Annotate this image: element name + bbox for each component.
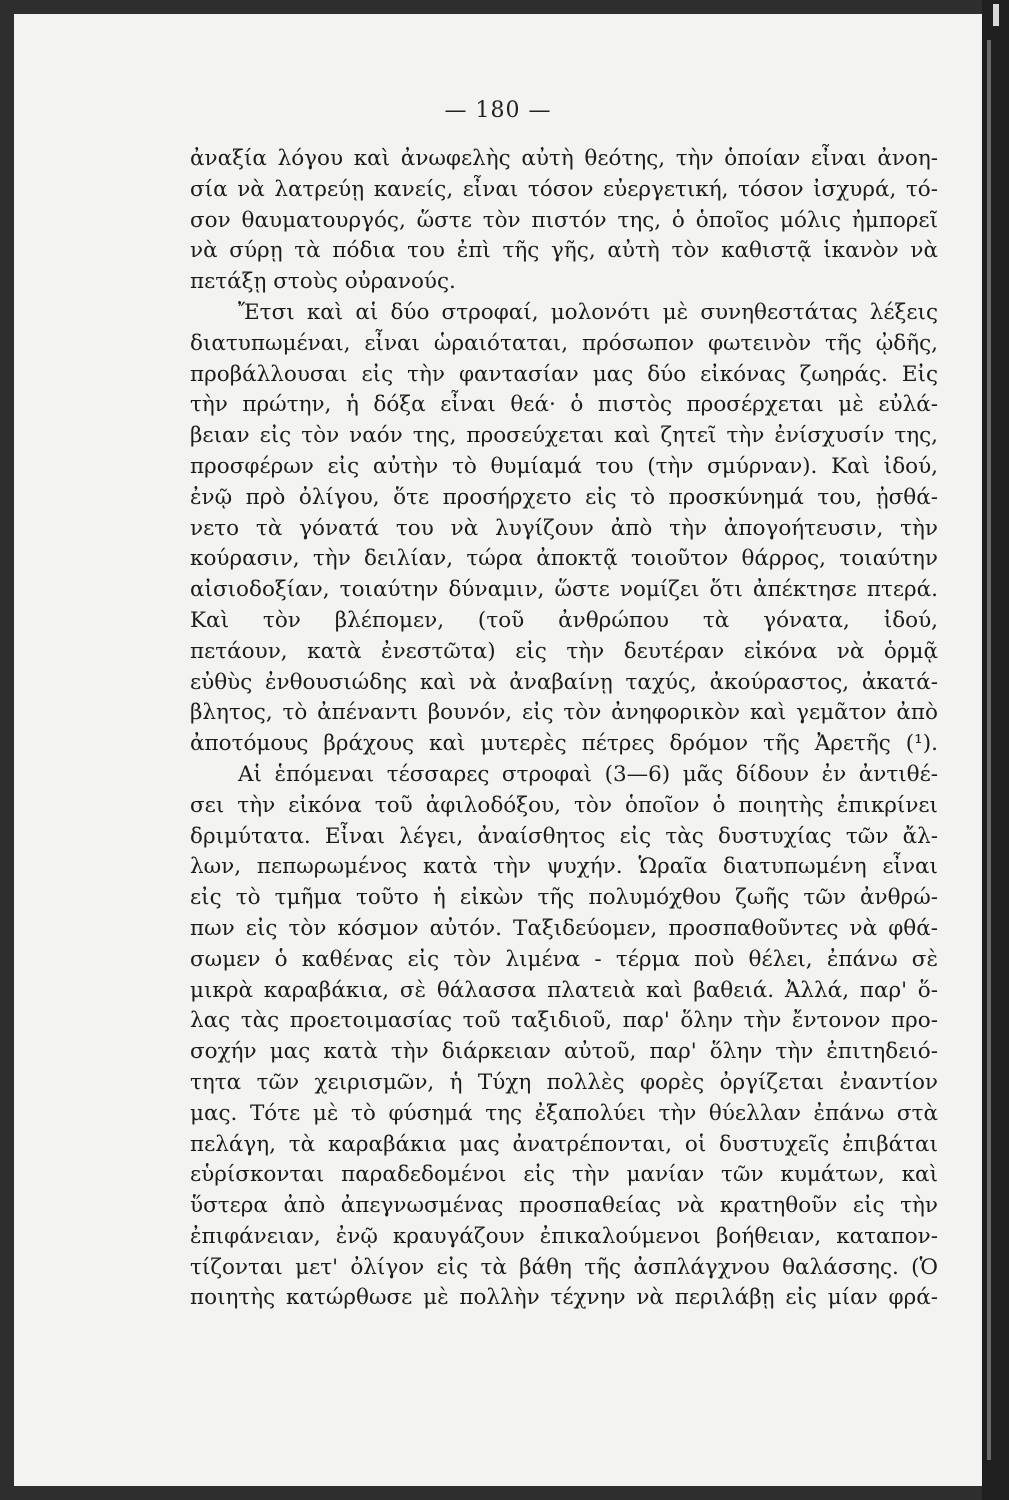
- scan-edge-strip: [987, 40, 991, 1460]
- text-line: πετάουν, κατὰ ἐνεστῶτα) εἰς τὴν δευτέραν εἰκόνα νὰ ὁρμᾷ: [190, 638, 938, 664]
- text-line: ἀναξία λόγου καὶ ἀνωφελὴς αὐτὴ θεότης, τὴν ὁποίαν εἶναι ἀνοη-: [190, 146, 938, 171]
- text-line: πων εἰς τὸν κόσμον αὐτόν. Ταξιδεύομεν, προσπαθοῦντες νὰ φθά-: [190, 915, 938, 941]
- book-page: [14, 14, 982, 1486]
- page-number-header: — 180 —: [444, 98, 552, 123]
- text-line: λων, πεπωρωμένος κατὰ τὴν ψυχήν. Ὡραῖα διατυπωμένη εἶναι: [190, 854, 938, 880]
- text-line: νὰ σύρῃ τὰ πόδια του ἐπὶ τῆς γῆς, αὐτὴ τὸν καθιστᾷ ἱκανὸν νὰ: [190, 238, 938, 264]
- scan-edge: [982, 0, 1009, 1500]
- text-line: ἀποτόμους βράχους καὶ μυτερὲς πέτρες δρόμον τῆς Ἀρετῆς (¹).: [190, 731, 938, 757]
- text-line: σον θαυματουργός, ὥστε τὸν πιστόν της, ὁ ὁποῖος μόλις ἠμπορεῖ: [190, 207, 938, 233]
- text-line: εὑρίσκονται παραδεδομένοι εἰς τὴν μανίαν τῶν κυμάτων, καὶ: [190, 1162, 938, 1188]
- text-line: πελάγη, τὰ καραβάκια μας ἀνατρέπονται, οἱ δυστυχεῖς ἐπιβάται: [190, 1131, 938, 1157]
- text-line: ποιητὴς κατώρθωσε μὲ πολλὴν τέχνην νὰ περιλάβῃ εἰς μίαν φρά-: [190, 1285, 938, 1311]
- text-line: νετο τὰ γόνατά του νὰ λυγίζουν ἀπὸ τὴν ἀπογοήτευσιν, τὴν: [190, 515, 938, 541]
- text-line: τὴν πρώτην, ἡ δόξα εἶναι θεά· ὁ πιστὸς προσέρχεται μὲ εὐλά-: [190, 392, 938, 418]
- text-line: ἐπιφάνειαν, ἐνῷ κραυγάζουν ἐπικαλούμενοι βοήθειαν, καταπον-: [190, 1223, 938, 1249]
- text-line: Ἔτσι καὶ αἱ δύο στροφαί, μολονότι μὲ συνηθεστάτας λέξεις: [238, 299, 938, 325]
- text-line: Καὶ τὸν βλέπομεν, (τοῦ ἀνθρώπου τὰ γόνατα, ἰδού,: [190, 607, 938, 633]
- text-line: τητα τῶν χειρισμῶν, ἡ Τύχη πολλὲς φορὲς ὀργίζεται ἐναντίον: [190, 1069, 938, 1095]
- text-line: τίζονται μετ' ὀλίγον εἰς τὰ βάθη τῆς ἀσπλάγχνου θαλάσσης. (Ὁ: [190, 1254, 938, 1280]
- text-line: εἰς τὸ τμῆμα τοῦτο ἡ εἰκὼν τῆς πολυμόχθου ζωῆς τῶν ἀνθρώ-: [190, 885, 938, 911]
- text-line: σοχήν μας κατὰ τὴν διάρκειαν αὐτοῦ, παρ' ὅλην τὴν ἐπιτηδειό-: [190, 1039, 938, 1065]
- text-line: Αἱ ἑπόμεναι τέσσαρες στροφαὶ (3—6) μᾶς δίδουν ἐν ἀντιθέ-: [238, 761, 938, 787]
- text-line: σει τὴν εἰκόνα τοῦ ἀφιλοδόξου, τὸν ὁποῖον ὁ ποιητὴς ἐπικρίνει: [190, 792, 938, 818]
- body-text: [190, 144, 938, 1314]
- text-line: αἰσιοδοξίαν, τοιαύτην δύναμιν, ὥστε νομίζει ὅτι ἀπέκτησε πτερά.: [190, 577, 938, 603]
- text-line: ἐνῷ πρὸ ὀλίγου, ὅτε προσήρχετο εἰς τὸ προσκύνημά του, ᾐσθά-: [190, 484, 938, 510]
- text-line: εὐθὺς ἐνθουσιώδης καὶ νὰ ἀναβαίνῃ ταχύς, ἀκούραστος, ἀκατά-: [190, 669, 938, 695]
- text-line: βλητος, τὸ ἀπέναντι βουνόν, εἰς τὸν ἀνηφορικὸν καὶ γεμᾶτον ἀπὸ: [190, 700, 938, 726]
- text-line: μας. Τότε μὲ τὸ φύσημά της ἐξαπολύει τὴν θύελλαν ἐπάνω στὰ: [190, 1100, 938, 1126]
- text-line: σία νὰ λατρεύῃ κανείς, εἶναι τόσον εὐεργετική, τόσον ἰσχυρά, τό-: [190, 176, 938, 202]
- text-line: βειαν εἰς τὸν ναόν της, προσεύχεται καὶ ζητεῖ τὴν ἐνίσχυσίν της,: [190, 423, 938, 449]
- scan-edge-mark: [993, 4, 999, 26]
- text-line: δριμύτατα. Εἶναι λέγει, ἀναίσθητος εἰς τὰς δυστυχίας τῶν ἄλ-: [190, 823, 938, 849]
- text-line: διατυπωμέναι, εἶναι ὡραιόταται, πρόσωπον φωτεινὸν τῆς ᾠδῆς,: [190, 330, 938, 356]
- text-line: προβάλλουσαι εἰς τὴν φαντασίαν μας δύο εἰκόνας ζωηράς. Εἰς: [190, 361, 938, 387]
- text-line: σωμεν ὁ καθένας εἰς τὸν λιμένα - τέρμα ποὺ θέλει, ἐπάνω σὲ: [190, 946, 938, 972]
- text-line: κούρασιν, τὴν δειλίαν, τώρα ἀποκτᾷ τοιοῦτον θάρρος, τοιαύτην: [190, 546, 938, 572]
- text-line: λας τὰς προετοιμασίας τοῦ ταξιδιοῦ, παρ' ὅλην τὴν ἔντονον προ-: [190, 1008, 938, 1034]
- text-line: προσφέρων εἰς αὐτὴν τὸ θυμίαμά του (τὴν σμύρναν). Καὶ ἰδού,: [190, 453, 938, 479]
- text-line: πετάξῃ στοὺς οὐρανούς.: [190, 269, 456, 295]
- text-line: ὕστερα ἀπὸ ἀπεγνωσμένας προσπαθείας νὰ κρατηθοῦν εἰς τὴν: [190, 1193, 938, 1219]
- text-line: μικρὰ καραβάκια, σὲ θάλασσα πλατειὰ καὶ βαθειά. Ἀλλά, παρ' ὅ-: [190, 977, 938, 1003]
